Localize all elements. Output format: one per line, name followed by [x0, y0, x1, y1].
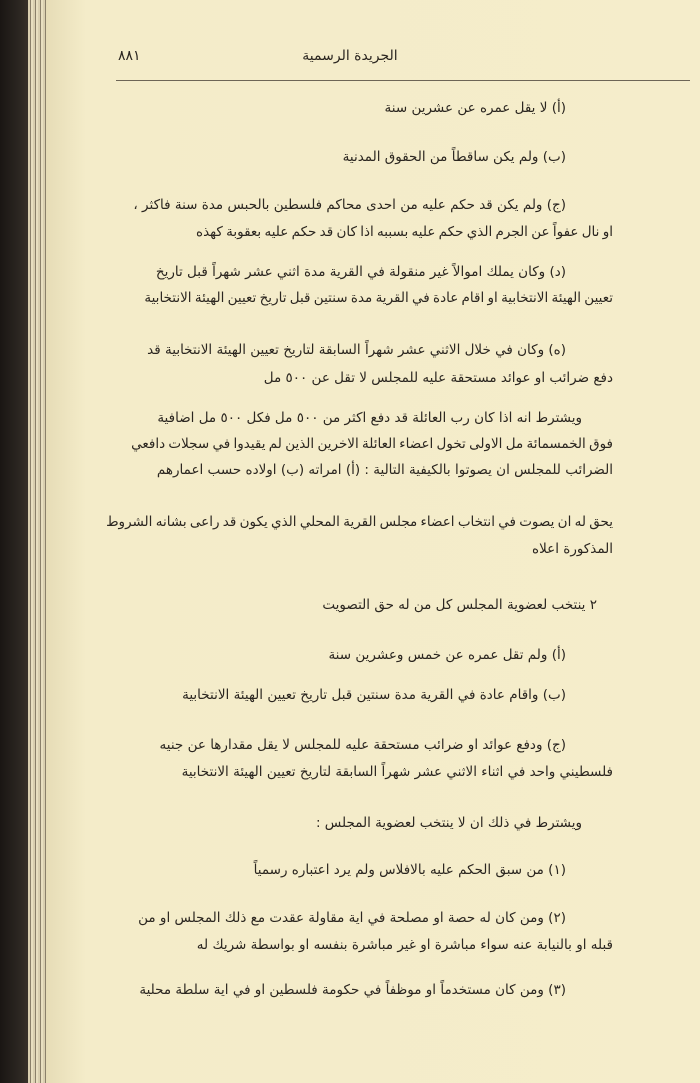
proviso-cont-1: فوق الخمسمائة مل الاولى تخول اعضاء العائلة الاخرين الذين لم يقيدوا في سجلات دافعي — [131, 436, 613, 452]
clause-e-cont: دفع ضرائب او عوائد مستحقة عليه للمجلس لا تقل عن ٥٠٠ مل — [263, 370, 613, 386]
disqual-2-cont: قبله او بالنيابة عنه سواء مباشرة او غير مباشرة بنفسه او بواسطة شريك له — [196, 937, 613, 953]
disqual-1: (١) من سبق الحكم عليه بالافلاس ولم يرد اعتباره رسمياً — [253, 862, 566, 878]
s2-clause-c: (ج) ودفع عوائد او ضرائب مستحقة عليه للمجلس لا يقل مقدارها عن جنيه — [159, 737, 566, 753]
header-rule — [116, 80, 690, 81]
clause-b: (ب) ولم يكن ساقطاً من الحقوق المدنية — [342, 149, 566, 165]
section-2: ٢ ينتخب لعضوية المجلس كل من له حق التصويت — [322, 597, 597, 613]
disqual-3: (٣) ومن كان مستخدماً او موظفاً في حكومة فلسطين او في اية سلطة محلية — [139, 982, 566, 998]
s2-clause-c-cont: فلسطيني واحد في اثناء الاثني عشر شهراً السابقة لتاريخ تعيين الهيئة الانتخابية — [181, 764, 613, 780]
book-binding — [0, 0, 30, 1083]
disqual-2: (٢) ومن كان له حصة او مصلحة في اية مقاولة عقدت مع ذلك المجلس او من — [138, 910, 566, 926]
clause-e: (ه) وكان في خلال الاثني عشر شهراً السابقة لتاريخ تعيين الهيئة الانتخابية قد — [147, 342, 566, 358]
s2-clause-b: (ب) واقام عادة في القرية مدة سنتين قبل تاريخ تعيين الهيئة الانتخابية — [182, 687, 566, 703]
voting-right: يحق له ان يصوت في انتخاب اعضاء مجلس القرية المحلي الذي يكون قد راعى بشانه الشروط — [106, 514, 613, 530]
s2-clause-a: (أ) ولم تقل عمره عن خمس وعشرين سنة — [328, 647, 566, 663]
clause-d: (د) وكان يملك اموالاً غير منقولة في القرية مدة اثني عشر شهراً قبل تاريخ — [155, 264, 566, 280]
page-title: الجريدة الرسمية — [302, 48, 398, 64]
voting-right-cont: المذكورة اعلاه — [532, 541, 613, 557]
s2-proviso: ويشترط في ذلك ان لا ينتخب لعضوية المجلس : — [315, 815, 582, 831]
proviso-cont-2: الضرائب للمجلس ان يصوتوا بالكيفية التالية : (أ) امراته (ب) اولاده حسب اعمارهم — [156, 462, 613, 478]
clause-a: (أ) لا يقل عمره عن عشرين سنة — [384, 100, 566, 116]
proviso: ويشترط انه اذا كان رب العائلة قد دفع اكثر من ٥٠٠ مل فكل ٥٠٠ مل اضافية — [157, 410, 582, 426]
clause-c: (ج) ولم يكن قد حكم عليه من احدى محاكم فلسطين بالحبس مدة سنة فاكثر ، — [133, 197, 566, 213]
page-number: ٨٨١ — [118, 48, 141, 64]
clause-d-cont: تعيين الهيئة الانتخابية او اقام عادة في القرية مدة سنتين قبل تاريخ تعيين الهيئة الانتخابية — [144, 290, 613, 306]
clause-c-cont: او نال عفواً عن الجرم الذي حكم عليه بسببه اذا كان قد حكم عليه بعقوبة كهذه — [196, 224, 613, 240]
